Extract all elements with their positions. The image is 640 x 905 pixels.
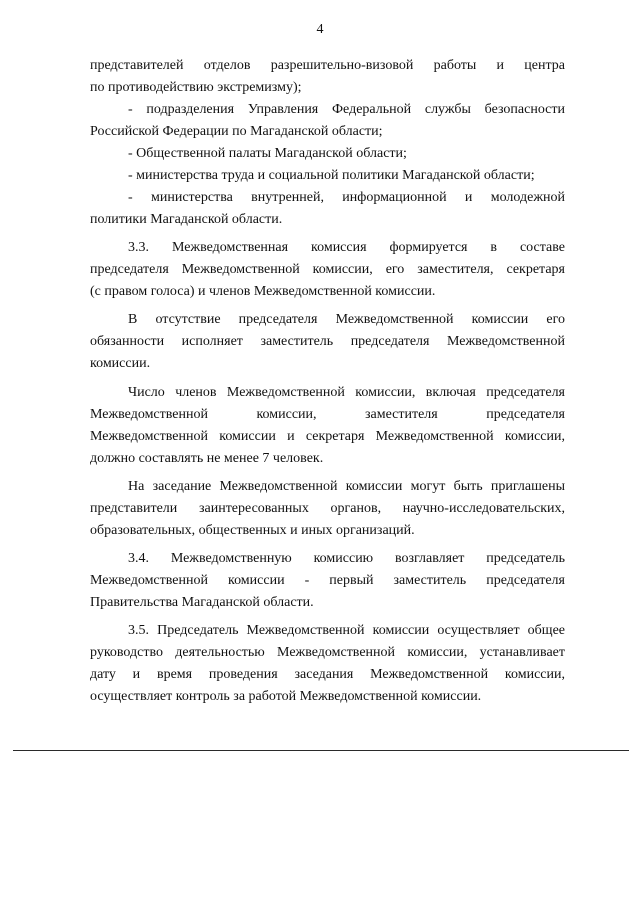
text-line: дату и время проведения заседания Межведомственной комиссии, (90, 667, 565, 682)
paragraph-invitees (90, 476, 565, 542)
text-line: комиссии. (90, 356, 151, 371)
text-line: Правительства Магаданской области. (90, 595, 314, 610)
section-3-3 (90, 237, 565, 303)
section-3-5 (90, 620, 565, 708)
text-line: - подразделения Управления Федеральной службы безопасности (128, 102, 565, 117)
document-body (90, 55, 565, 708)
text-line: 3.3. Межведомственная комиссия формируется в составе (128, 240, 565, 255)
text-line: 3.5. Председатель Межведомственной комиссии осуществляет общее (128, 623, 565, 638)
text-line: 3.4. Межведомственную комиссию возглавляет председатель (128, 551, 565, 566)
text-line: политики Магаданской области. (90, 212, 283, 227)
bottom-divider (13, 750, 629, 751)
text-line: В отсутствие председателя Межведомственной комиссии его (128, 312, 565, 327)
text-line: председателя Межведомственной комиссии, его заместителя, секретаря (90, 262, 565, 277)
text-line: Межведомственной комиссии и секретаря Межведомственной комиссии, (90, 429, 565, 444)
list-item-fsb (90, 99, 565, 143)
text-line: На заседание Межведомственной комиссии могут быть приглашены (128, 479, 565, 494)
paragraph-chair-absence (90, 309, 565, 375)
text-line: (с правом голоса) и членов Межведомственной комиссии. (90, 284, 436, 299)
text-line: по противодействию экстремизму); (90, 80, 302, 95)
list-item-internal-policy-ministry (90, 187, 565, 231)
text-line: Российской Федерации по Магаданской области; (90, 124, 383, 139)
text-line: представители заинтересованных органов, научно-исследовательских, (90, 501, 565, 516)
text-line: обязанности исполняет заместитель председателя Межведомственной (90, 334, 565, 349)
text-line: осуществляет контроль за работой Межведомственной комиссии. (90, 689, 482, 704)
text-line: - министерства труда и социальной политики Магаданской области; (128, 168, 535, 183)
text-line: руководство деятельностью Межведомственной комиссии, устанавливает (90, 645, 565, 660)
text-line: - Общественной палаты Магаданской области; (128, 146, 407, 161)
page-number: 4 (316, 22, 324, 37)
list-item-public-chamber (90, 143, 565, 165)
paragraph-member-count (90, 382, 565, 470)
paragraph-representatives (90, 55, 565, 99)
text-line: Межведомственной комиссии, заместителя председателя (90, 407, 565, 422)
text-line: Межведомственной комиссии - первый заместитель председателя (90, 573, 565, 588)
text-line: должно составлять не менее 7 человек. (90, 451, 324, 466)
text-line: - министерства внутренней, информационной и молодежной (128, 190, 565, 205)
section-3-4 (90, 548, 565, 614)
list-item-labor-ministry (90, 165, 565, 187)
text-line: представителей отделов разрешительно-визовой работы и центра (90, 58, 565, 73)
text-line: Число членов Межведомственной комиссии, включая председателя (128, 385, 565, 400)
text-line: образовательных, общественных и иных организаций. (90, 523, 415, 538)
